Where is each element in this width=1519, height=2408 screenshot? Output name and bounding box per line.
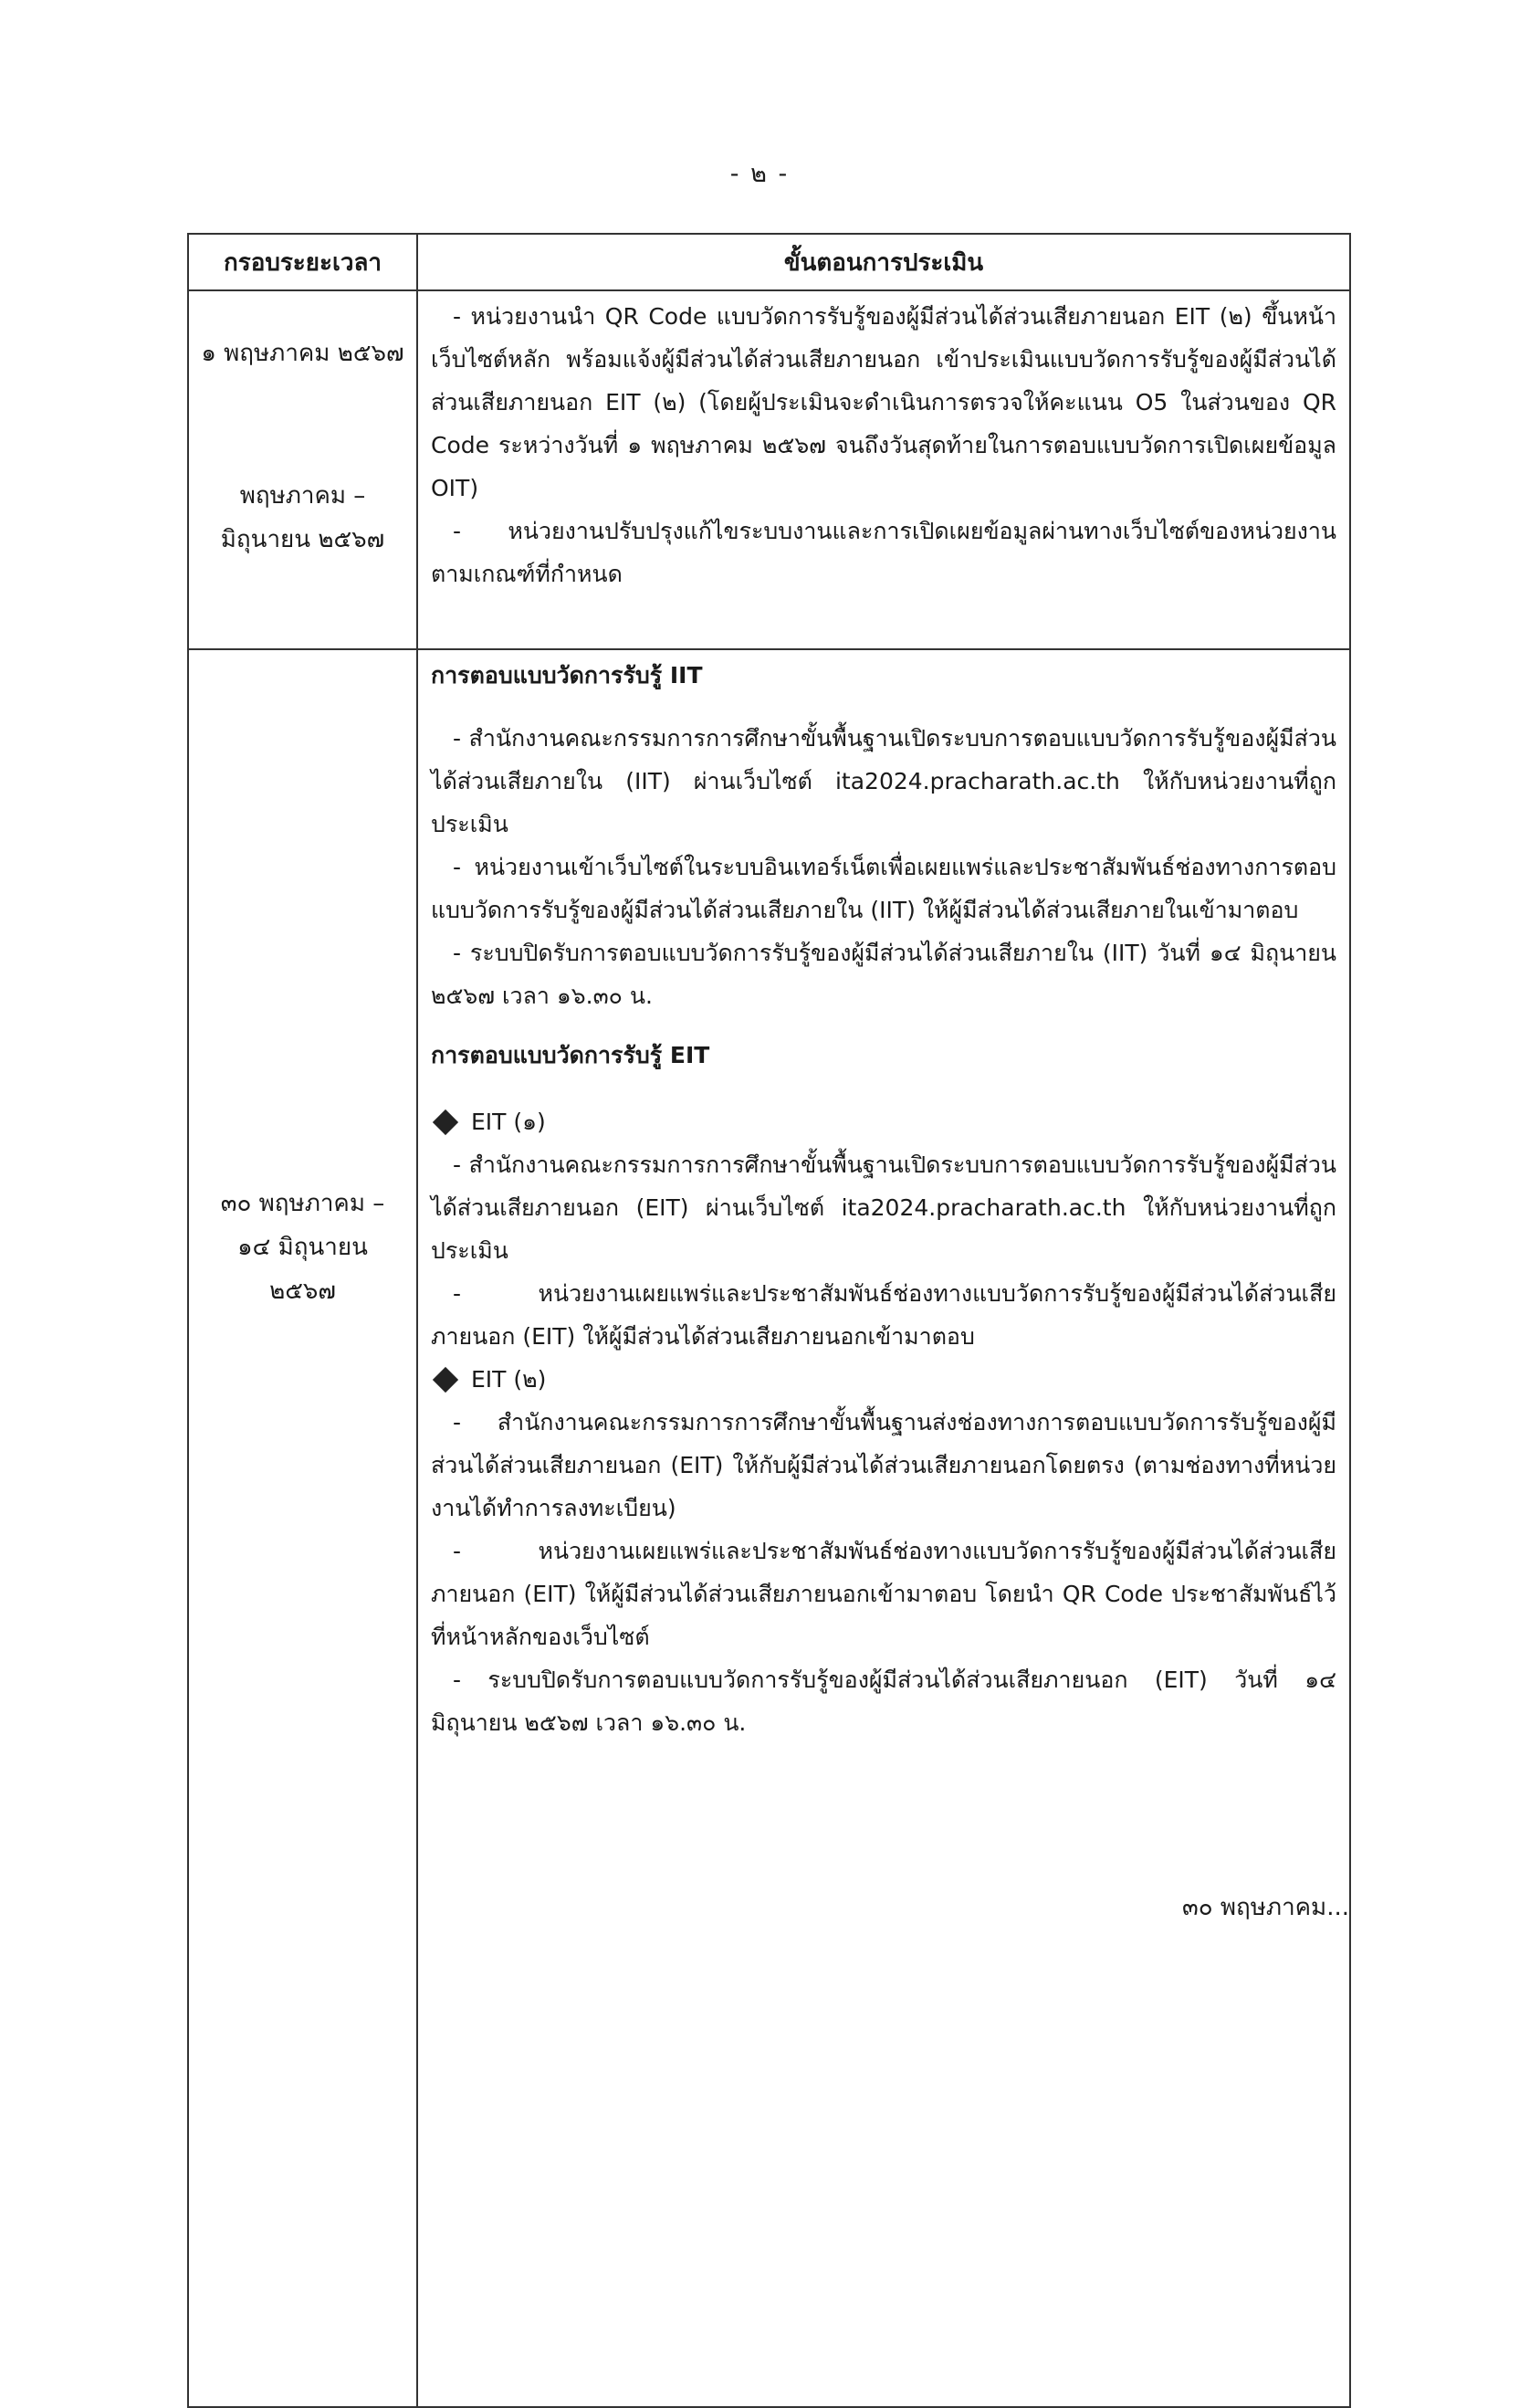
continuation-footer: ๓๐ พฤษภาคม... (1182, 1894, 1349, 1921)
timeframe-cell (188, 649, 417, 2407)
diamond-bullet-icon (433, 1366, 458, 1392)
timeframe-line: มิถุนายน ๒๕๖๗ (220, 526, 385, 553)
step-paragraph: - หน่วยงานปรับปรุงแก้ไขระบบงานและการเปิดเผยข้อมูลผ่านทางเว็บไซต์ของหน่วยงานตามเกณฑ์ที่กำหนด (431, 518, 1336, 587)
step-paragraph: - สำนักงานคณะกรรมการการศึกษาขั้นพื้นฐานเปิดระบบการตอบแบบวัดการรับรู้ของผู้มีส่วนได้ส่วนเสียภายใน (IIT) ผ่านเว็บไซต์ ita2024.pracharath.ac.th ให้กับหน่วยงานที่ถูกประเมิน (431, 725, 1336, 837)
schedule-table (187, 233, 1351, 2408)
step-paragraph: - หน่วยงานเข้าเว็บไซต์ในระบบอินเทอร์เน็ตเพื่อเผยแพร่และประชาสัมพันธ์ช่องทางการตอบแบบวัดการรับรู้ของผู้มีส่วนได้ส่วนเสียภายใน (IIT) ให้ผู้มีส่วนได้ส่วนเสียภายในเข้ามาตอบ (431, 854, 1336, 923)
steps-cell (417, 290, 1350, 649)
timeframe-line: ๑๔ มิถุนายน (237, 1234, 368, 1261)
step-paragraph: - สำนักงานคณะกรรมการการศึกษาขั้นพื้นฐานส่งช่องทางการตอบแบบวัดการรับรู้ของผู้มีส่วนได้ส่วนเสียภายนอก (EIT) ให้กับผู้มีส่วนได้ส่วนเสียภายนอกโดยตรง (ตามช่องทางที่หน่วยงานได้ทำการลงทะเบียน) (431, 1409, 1336, 1521)
subsection-label: EIT (๑) (471, 1109, 546, 1135)
header-timeframe: กรอบระยะเวลา (188, 234, 417, 290)
timeframe-cell (188, 290, 417, 649)
step-paragraph: - สำนักงานคณะกรรมการการศึกษาขั้นพื้นฐานเปิดระบบการตอบแบบวัดการรับรู้ของผู้มีส่วนได้ส่วนเสียภายนอก (EIT) ผ่านเว็บไซต์ ita2024.pracharath.ac.th ให้กับหน่วยงานที่ถูกประเมิน (431, 1151, 1336, 1264)
timeframe-line: ๓๐ พฤษภาคม – (220, 1190, 385, 1217)
timeframe-line: ๑ พฤษภาคม ๒๕๖๗ (201, 340, 404, 367)
table-row (188, 290, 1350, 649)
page-number: - ๒ - (729, 160, 790, 188)
subsection-label: EIT (๒) (471, 1366, 547, 1393)
timeframe-line: พฤษภาคม – (239, 482, 366, 510)
section-heading-eit: การตอบแบบวัดการรับรู้ EIT (431, 1042, 710, 1068)
step-paragraph: - ระบบปิดรับการตอบแบบวัดการรับรู้ของผู้มีส่วนได้ส่วนเสียภายใน (IIT) วันที่ ๑๔ มิถุนายน ๒๕๖๗ เวลา ๑๖.๓๐ น. (431, 940, 1336, 1009)
subsection-eit2 (431, 1358, 1336, 1401)
steps-cell (417, 649, 1350, 2407)
timeframe-line: ๒๕๖๗ (269, 1278, 336, 1305)
step-paragraph: - หน่วยงานนำ QR Code แบบวัดการรับรู้ของผู้มีส่วนได้ส่วนเสียภายนอก EIT (๒) ขึ้นหน้าเว็บไซต์หลัก พร้อมแจ้งผู้มีส่วนได้ส่วนเสียภายนอก เข้าประเมินแบบวัดการรับรู้ของผู้มีส่วนได้ส่วนเสียภายนอก EIT (๒) (โดยผู้ประเมินจะดำเนินการตรวจให้คะแนน O5 ในส่วนของ QR Code ระหว่างวันที่ ๑ พฤษภาคม ๒๕๖๗ จนถึงวันสุดท้ายในการตอบแบบวัดการเปิดเผยข้อมูล OIT) (431, 303, 1336, 501)
diamond-bullet-icon (433, 1109, 458, 1134)
section-heading-iit: การตอบแบบวัดการรับรู้ IIT (431, 662, 703, 689)
step-paragraph: - หน่วยงานเผยแพร่และประชาสัมพันธ์ช่องทางแบบวัดการรับรู้ของผู้มีส่วนได้ส่วนเสียภายนอก (EIT) ให้ผู้มีส่วนได้ส่วนเสียภายนอกเข้ามาตอบ (431, 1280, 1336, 1350)
table-header-row (188, 234, 1350, 290)
step-paragraph: - หน่วยงานเผยแพร่และประชาสัมพันธ์ช่องทางแบบวัดการรับรู้ของผู้มีส่วนได้ส่วนเสียภายนอก (EIT) ให้ผู้มีส่วนได้ส่วนเสียภายนอกเข้ามาตอบ โดยนำ QR Code ประชาสัมพันธ์ไว้ที่หน้าหลักของเว็บไซต์ (431, 1538, 1336, 1650)
header-steps: ขั้นตอนการประเมิน (417, 234, 1350, 290)
subsection-eit1 (431, 1100, 1336, 1143)
table-row (188, 649, 1350, 2407)
step-paragraph: - ระบบปิดรับการตอบแบบวัดการรับรู้ของผู้มีส่วนได้ส่วนเสียภายนอก (EIT) วันที่ ๑๔ มิถุนายน ๒๕๖๗ เวลา ๑๖.๓๐ น. (431, 1667, 1336, 1736)
